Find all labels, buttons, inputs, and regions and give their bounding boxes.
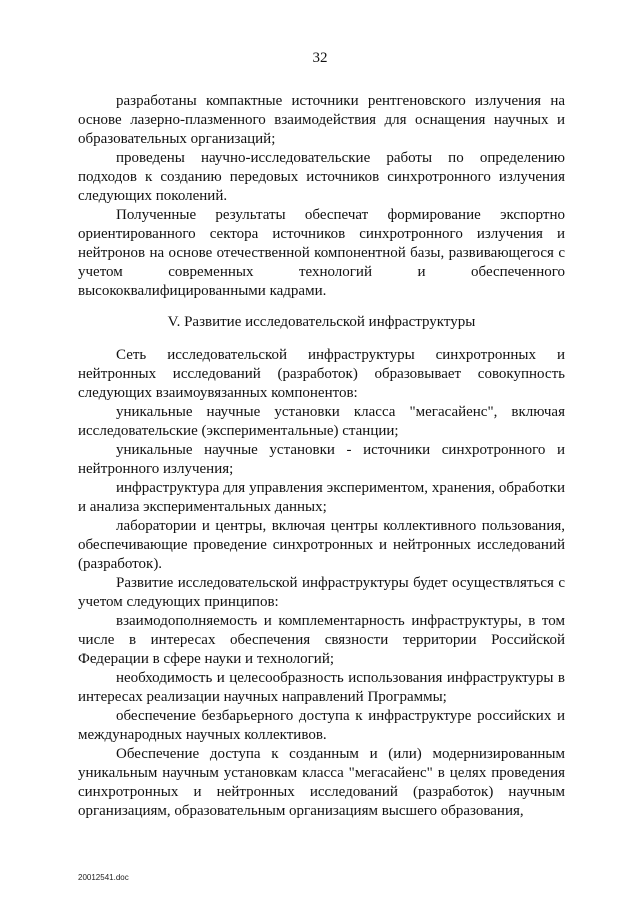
list-item: уникальные научные установки - источники синхротронного и нейтронного излучения; xyxy=(78,442,565,477)
list-item: инфраструктура для управления экспериментом, хранения, обработки и анализа экспериментальных данных; xyxy=(78,480,565,515)
list-item: взаимодополняемость и комплементарность инфраструктуры, в том числе в интересах обеспечения связности территории Российской Федерации в сфере науки и технологий; xyxy=(78,613,565,667)
list-item: уникальные научные установки класса "мегасайенс", включая исследовательские (экспериментальные) станции; xyxy=(78,404,565,439)
list-item: необходимость и целесообразность использования инфраструктуры в интересах реализации научных направлений Программы; xyxy=(78,670,565,705)
document-body xyxy=(78,92,565,821)
paragraph: Обеспечение доступа к созданным и (или) модернизированным уникальным научным установкам класса "мегасайенс" в целях проведения синхротронных и нейтронных исследований (разработок) научным организациям, образовательным организациям высшего образования, xyxy=(78,746,565,819)
paragraph: Развитие исследовательской инфраструктуры будет осуществляться с учетом следующих принципов: xyxy=(78,575,565,610)
paragraph: проведены научно-исследовательские работы по определению подходов к созданию передовых источников синхротронного излучения следующих поколений. xyxy=(78,150,565,204)
section-heading: V. Развитие исследовательской инфраструктуры xyxy=(167,314,476,330)
file-name-footer: 20012541.doc xyxy=(78,873,129,882)
list-item: лаборатории и центры, включая центры коллективного пользования, обеспечивающие проведение синхротронных и нейтронных исследований (разработок). xyxy=(78,518,565,572)
page-number: 32 xyxy=(312,50,328,66)
paragraph: разработаны компактные источники рентгеновского излучения на основе лазерно-плазменного взаимодействия для оснащения научных и образовательных организаций; xyxy=(78,93,565,147)
paragraph: Сеть исследовательской инфраструктуры синхротронных и нейтронных исследований (разработок) образовывает совокупность следующих взаимоувязанных компонентов: xyxy=(78,347,565,401)
list-item: обеспечение безбарьерного доступа к инфраструктуре российских и международных научных коллективов. xyxy=(78,708,565,743)
paragraph: Полученные результаты обеспечат формирование экспортно ориентированного сектора источников синхротронного излучения и нейтронов на основе отечественной компонентной базы, развивающегося с учетом современных технологий и обеспеченного высококвалифицированными кадрами. xyxy=(78,207,565,299)
